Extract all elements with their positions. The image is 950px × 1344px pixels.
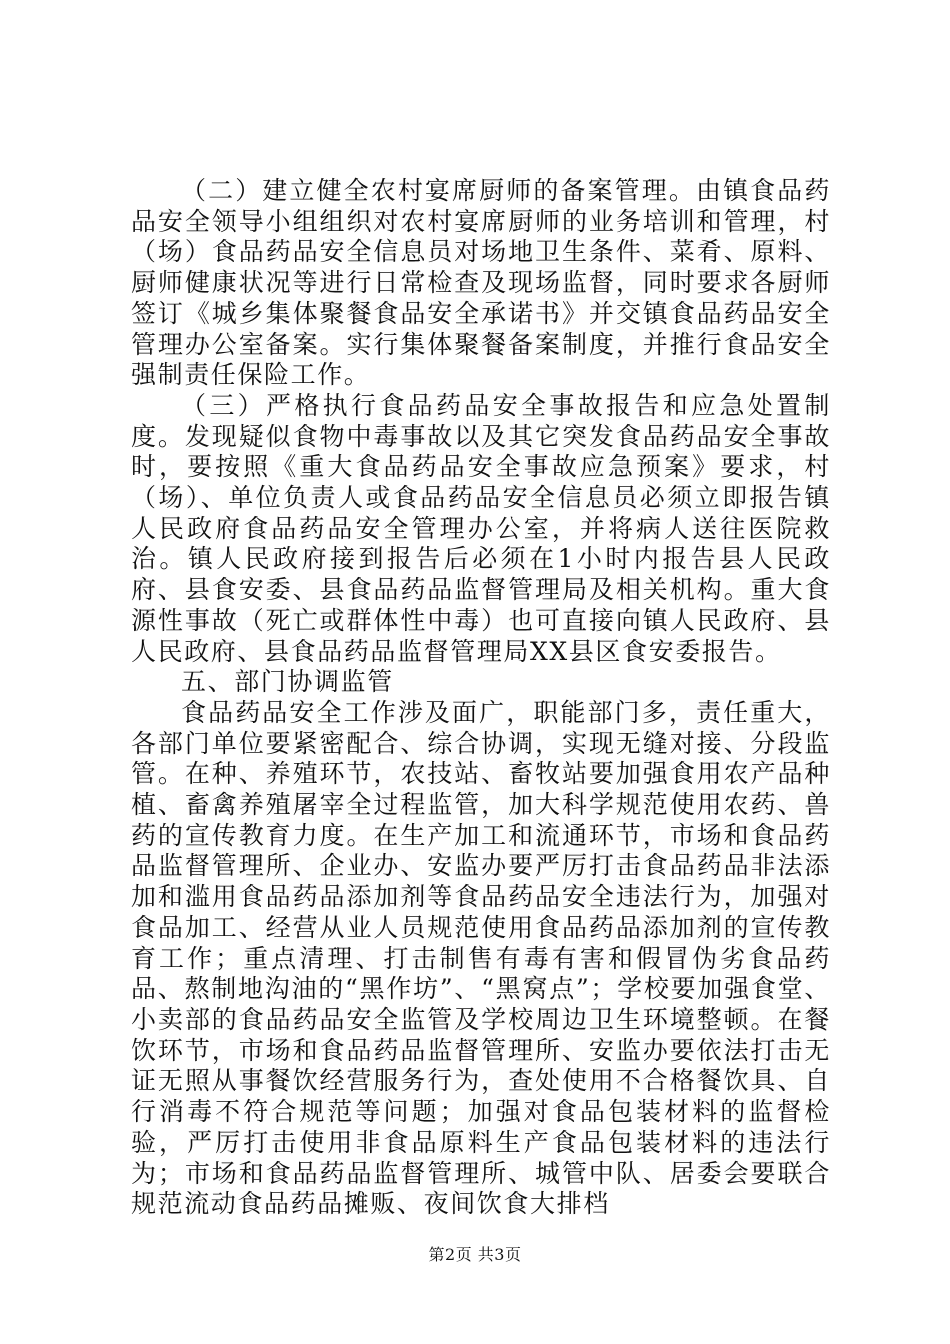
page-number-footer: 第2页 共3页: [428, 1245, 522, 1264]
paragraph-chef-registration: （二）建立健全农村宴席厨师的备案管理。由镇食品药品安全领导小组组织对农村宴席厨师的业务培训和管理，村（场）食品药品安全信息员对场地卫生条件、菜肴、原料、厨师健康状况等进行日常检查及现场监督，同时要求各厨师签订《城乡集体聚餐食品安全承诺书》并交镇食品药品安全管理办公室备案。实行集体聚餐备案制度，并推行食品安全强制责任保险工作。: [131, 176, 831, 390]
document-body: [131, 176, 831, 1220]
section-heading: 五、部门协调监管: [181, 667, 394, 697]
paragraph-department-coordination: 食品药品安全工作涉及面广，职能部门多，责任重大，各部门单位要紧密配合、综合协调，实现无缝对接、分段监管。在种、养殖环节，农技站、畜牧站要加强食用农产品种植、畜禽养殖屠宰全过程监管，加大科学规范使用农药、兽药的宣传教育力度。在生产加工和流通环节，市场和食品药品监督管理所、企业办、安监办要严厉打击食品药品非法添加和滥用食品药品添加剂等食品药品安全违法行为，加强对食品加工、经营从业人员规范使用食品药品添加剂的宣传教育工作；重点清理、打击制售有毒有害和假冒伪劣食品药品、熬制地沟油的“黑作坊”、“黑窝点”；学校要加强食堂、小卖部的食品药品安全监管及学校周边卫生环境整顿。在餐饮环节，市场和食品药品监督管理所、安监办要依法打击无证无照从事餐饮经营服务行为，查处使用不合格餐饮具、自行消毒不符合规范等问题；加强对食品包装材料的监督检验，严厉打击使用非食品原料生产食品包装材料的违法行为；市场和食品药品监督管理所、城管中队、居委会要联合规范流动食品药品摊贩、夜间饮食大排档: [131, 697, 831, 1219]
paragraph-incident-reporting: （三）严格执行食品药品安全事故报告和应急处置制度。发现疑似食物中毒事故以及其它突发食品药品安全事故时，要按照《重大食品药品安全事故应急预案》要求，村（场）、单位负责人或食品药品安全信息员必须立即报告镇人民政府食品药品安全管理办公室，并将病人送往医院救治。镇人民政府接到报告后必须在1小时内报告县人民政府、县食安委、县食品药品监督管理局及相关机构。重大食源性事故（死亡或群体性中毒）也可直接向镇人民政府、县人民政府、县食品药品监督管理局XX县区食安委报告。: [131, 390, 831, 666]
